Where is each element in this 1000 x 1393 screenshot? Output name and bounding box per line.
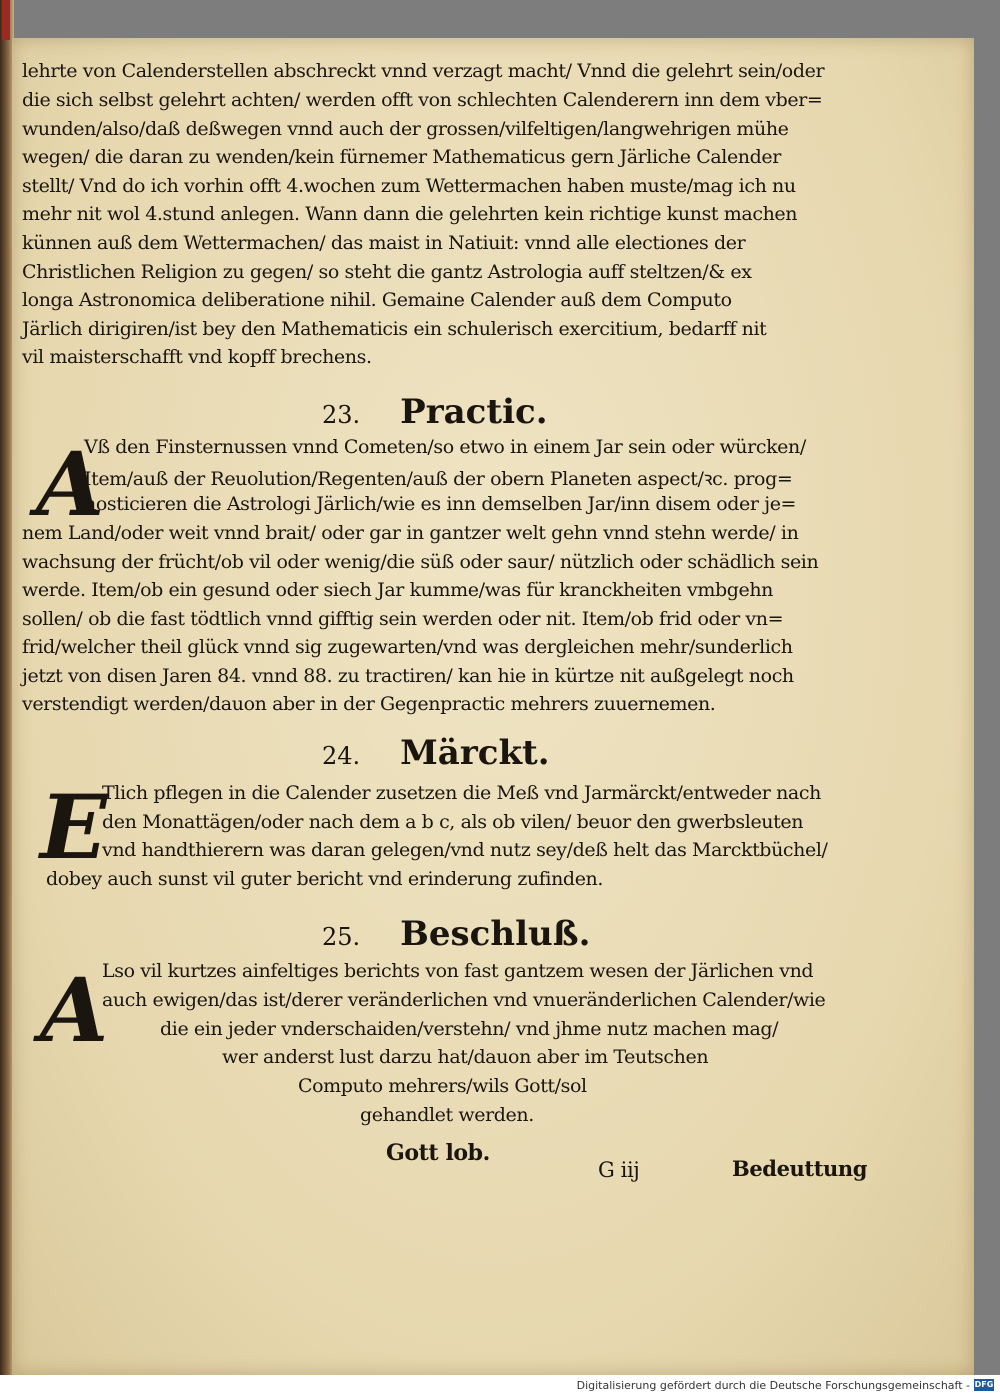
section-heading-24 [322,733,550,773]
text-line: Vß den Finsternussen vnnd Cometen/so etwo in einem Jar sein oder würcken/ [84,436,806,458]
catchword: Bedeuttung [732,1156,868,1181]
text-line: auch ewigen/das ist/derer veränderlichen vnd vnueränderlichen Calender/wie [102,989,826,1011]
section-number: 25. [322,923,361,951]
text-line: mehr nit wol 4.stund anlegen. Wann dann die gelehrten kein richtige kunst machen [22,203,798,225]
text-line: Järlich dirigiren/ist bey den Mathematicis ein schulerisch exercitium, bedarff nit [22,318,767,340]
section-heading-25 [322,914,590,954]
section-number: 24. [322,742,361,770]
text-line: verstendigt werden/dauon aber in der Gegenpractic mehrers zuuernemen. [22,693,716,715]
text-line: nosticieren die Astrologi Järlich/wie es inn demselben Jar/inn disem oder je= [84,493,797,515]
initial-capital: A [36,432,105,536]
text-line: Tlich pflegen in die Calender zusetzen die Meß vnd Jarmärckt/entweder nach [102,782,821,804]
section-title: Märckt. [400,733,550,773]
text-line: frid/welcher theil glück vnnd sig zugewarten/vnd was dergleichen mehr/sunderlich [22,636,793,658]
text-line: vil maisterschafft vnd kopff brechens. [22,346,372,368]
text-line: den Monattägen/oder nach dem a b c, als ob vilen/ beuor den gwerbsleuten [102,811,804,833]
text-line: longa Astronomica deliberatione nihil. Gemaine Calender auß dem Computo [22,289,732,311]
section-number: 23. [322,401,361,429]
footer-bar [0,1375,1000,1393]
bookmark-ribbon [2,0,10,40]
text-line: jetzt von disen Jaren 84. vnnd 88. zu tractiren/ kan hie in kürtze nit außgelegt noch [22,665,794,687]
text-line: sollen/ ob die fast tödtlich vnnd gifftig sein werden oder nit. Item/ob frid oder vn= [22,608,784,630]
text-line: Lso vil kurtzes ainfeltiges berichts von fast gantzem wesen der Järlichen vnd [102,960,814,982]
text-line: lehrte von Calenderstellen abschreckt vnnd verzagt macht/ Vnnd die gelehrt sein/oder [22,60,825,82]
text-line: wegen/ die daran zu wenden/kein fürnemer Mathematicus gern Järliche Calender [22,146,781,168]
text-line: Computo mehrers/wils Gott/sol [298,1075,587,1097]
section-title: Beschluß. [400,914,591,954]
text-line: wunden/also/daß deßwegen vnnd auch der grossen/vilfeltigen/langwehrigen mühe [22,118,789,140]
text-line: die sich selbst gelehrt achten/ werden offt von schlechten Calenderern inn dem vber= [22,89,823,111]
section-title: Practic. [400,392,548,432]
text-line: nem Land/oder weit vnnd brait/ oder gar in gantzer welt gehn vnnd stehn werde/ in [22,522,799,544]
closing-line: Gott lob. [386,1140,490,1166]
text-line: gehandlet werden. [360,1104,534,1126]
text-line: werde. Item/ob ein gesund oder siech Jar kumme/was für kranckheiten vmbgehn [22,579,773,601]
signature-mark: G iij [598,1158,640,1182]
initial-capital: E [40,775,108,879]
text-line: stellt/ Vnd do ich vorhin offt 4.wochen zum Wettermachen haben muste/mag ich nu [22,175,796,197]
text-line: Item/auß der Reuolution/Regenten/auß der obern Planeten aspect/ꝛc. prog= [84,468,793,490]
section-heading-23 [322,392,548,432]
page-scan [12,38,974,1375]
footer-credit: Digitalisierung gefördert durch die Deutsche Forschungsgemeinschaft - [576,1379,970,1392]
initial-capital: A [40,958,109,1062]
text-line: künnen auß dem Wettermachen/ das maist in Natiuit: vnnd alle electiones der [22,232,746,254]
text-line: Christlichen Religion zu gegen/ so steht die gantz Astrologia auff steltzen/& ex [22,261,752,283]
text-line: wachsung der frücht/ob vil oder wenig/die süß oder saur/ nützlich oder schädlich sein [22,551,819,573]
dfg-logo: DFG [974,1380,994,1389]
text-line: vnd handthierern was daran gelegen/vnd nutz sey/deß helt das Marcktbüchel/ [102,839,828,861]
text-line: dobey auch sunst vil guter bericht vnd erinderung zufinden. [46,868,604,890]
text-line: wer anderst lust darzu hat/dauon aber im Teutschen [222,1046,709,1068]
text-line: die ein jeder vnderschaiden/verstehn/ vnd jhme nutz machen mag/ [160,1018,779,1040]
